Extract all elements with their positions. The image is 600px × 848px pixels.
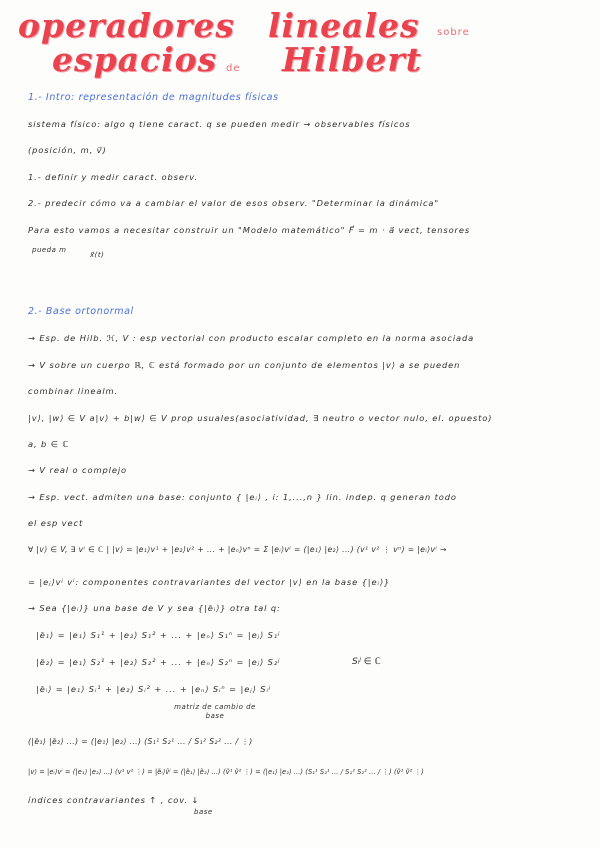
section-2-line: el esp vect	[28, 518, 84, 528]
section-2-line: → Esp. de Hilb. ℋ, V : esp vectorial con producto escalar completo en la norma asociada	[28, 333, 475, 343]
title-connector-sobre: sobre	[437, 27, 470, 38]
section-1-line: 1.- definir y medir caract. observ.	[28, 172, 198, 182]
section-2-line: → Esp. vect. admiten una base: conjunto { |eᵢ⟩ , i: 1,...,n } lin. indep. q generan todo	[28, 492, 457, 502]
section-2-scalar-note: Sᵢʲ ∈ ℂ	[352, 657, 381, 667]
title-word-lineales: lineales	[268, 6, 420, 45]
section-2-line: → Sea {|eᵢ⟩} una base de V y sea {|ẽᵢ⟩} otra tal q:	[28, 603, 281, 613]
section-2-vector-line: |v⟩ = |eᵢ⟩vⁱ = (|e₁⟩ |e₂⟩ ...) (v¹ v² ⋮) = |ẽᵢ⟩ṽⁱ = (|ẽ₁⟩ |ẽ₂⟩ ...) (ṽ¹ ṽ² ⋮) = (|e₁⟩ |e₂⟩ ...) (S₁¹ S₂¹ ... / S₁² S₂² ... / ⋮) (ṽ¹ ṽ² ⋮)	[28, 768, 424, 776]
section-2-basis-change-line: |ẽ₁⟩ = |e₁⟩ S₁¹ + |e₂⟩ S₁² + ... + |eₙ⟩ S₁ⁿ = |eⱼ⟩ S₁ʲ	[36, 630, 281, 640]
section-2-line: combinar linealm.	[28, 386, 119, 396]
section-1-note-position: x⃗(t)	[90, 251, 105, 259]
section-2-heading: 2.- Base ortonormal	[28, 306, 134, 317]
section-2-basis-change-line: |ẽ₂⟩ = |e₁⟩ S₂¹ + |e₂⟩ S₂² + ... + |eₙ⟩ S₂ⁿ = |eⱼ⟩ S₂ʲ	[36, 657, 281, 667]
title-word-operadores: operadores	[18, 6, 235, 45]
base-note: base	[194, 808, 213, 816]
section-1-line: Para esto vamos a necesitar construir un "Modelo matemático" F⃗ = m · a⃗ vect, tensores	[28, 225, 471, 235]
section-2-line: = |eⱼ⟩vʲ vⁱ: componentes contravariantes del vector |v⟩ en la base {|eᵢ⟩}	[28, 577, 391, 587]
title-word-espacios: espacios	[52, 40, 218, 79]
section-2-line: |v⟩, |w⟩ ∈ V a|v⟩ + b|w⟩ ∈ V prop usuales(asociatividad, ∃ neutro o vector nulo, el. opuesto)	[28, 413, 493, 423]
section-2-expansion-line: ∀ |v⟩ ∈ V, ∃ vⁱ ∈ ℂ | |v⟩ = |e₁⟩v¹ + |e₂⟩v² + ... + |eₙ⟩vⁿ = Σ |eᵢ⟩vⁱ = (|e₁⟩ |e₂⟩ ...) (v¹ v² ⋮ vⁿ) = |eᵢ⟩vⁱ →	[28, 545, 447, 554]
section-2-line: índices contravariantes ↑ , cov. ↓	[28, 795, 200, 805]
section-1-line: (posición, m, v⃗)	[28, 145, 107, 155]
section-2-line: a, b ∈ ℂ	[28, 439, 70, 449]
section-1-heading: 1.- Intro: representación de magnitudes físicas	[28, 92, 279, 103]
section-2-line: → V real o complejo	[28, 465, 128, 475]
change-of-basis-label: matriz de cambio de base	[174, 703, 256, 720]
title-word-hilbert: Hilbert	[282, 40, 422, 79]
section-2-basis-change-line: |ẽᵢ⟩ = |e₁⟩ Sᵢ¹ + |e₂⟩ Sᵢ² + ... + |eₙ⟩ Sᵢⁿ = |eⱼ⟩ Sᵢʲ	[36, 684, 272, 694]
section-1-line: 2.- predecir cómo va a cambiar el valor de esos observ. "Determinar la dinámica"	[28, 198, 440, 208]
section-2-matrix-line: (|ẽ₁⟩ |ẽ₂⟩ ...) = (|e₁⟩ |e₂⟩ ...) (S₁¹ S₂¹ ... / S₁² S₂² ... / ⋮)	[28, 737, 253, 746]
section-1-note-mass: pueda m	[32, 246, 67, 254]
title-connector-de: de	[226, 63, 241, 74]
section-1-line: sistema físico: algo q tiene caract. q se pueden medir → observables físicos	[28, 119, 411, 129]
section-2-line: → V sobre un cuerpo ℝ, ℂ está formado por un conjunto de elementos |v⟩ a se pueden	[28, 360, 461, 370]
